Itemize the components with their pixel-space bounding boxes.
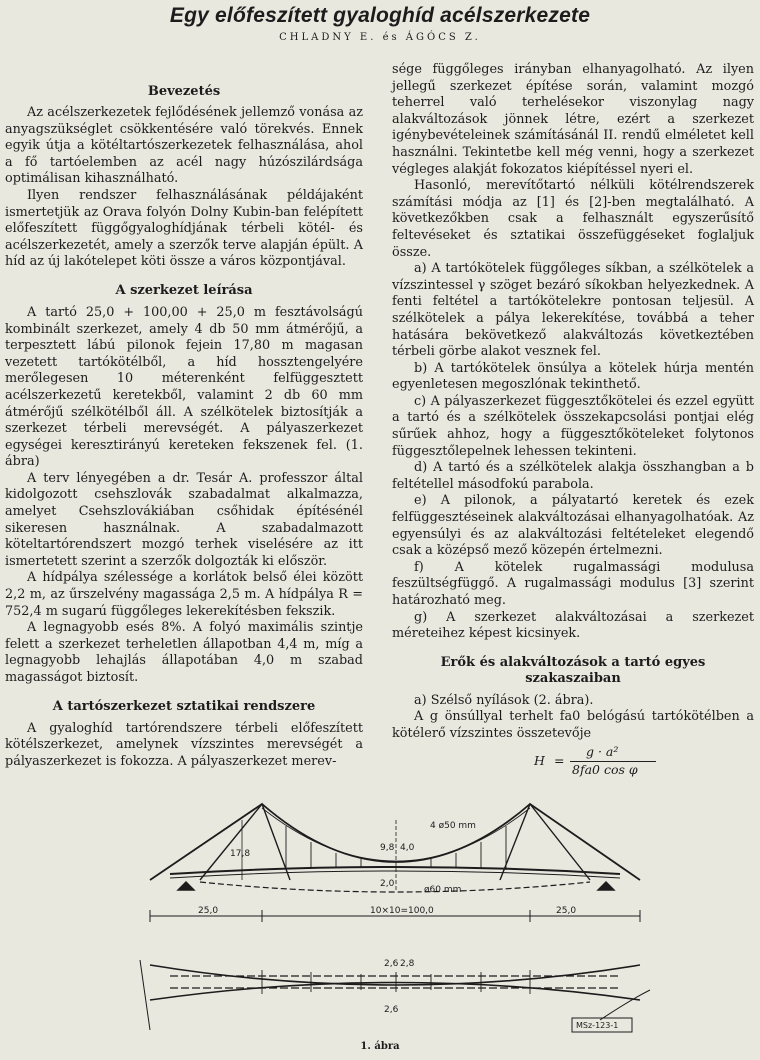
paragraph: Hasonló, merevítőtartó nélküli kötélrendszerek számítási módja az [1] és [2]-ben megtalálható. A következőkben csak a felhasznált egyszerűsítő feltevéseket és sztatikai összefüggéseket foglaljuk össze.: [392, 178, 754, 260]
assumption-g: g) A szerkezet alakváltozásai a szerkezet méreteihez képest kicsinyek.: [392, 609, 754, 642]
assumption-d: d) A tartó és a szélkötelek alakja összhangban a b feltétellel másodfokú parabola.: [392, 460, 754, 492]
paragraph: A g önsúllyal terhelt fa0 belógású tartókötélben a kötélerő vízszintes összetevője: [392, 709, 754, 741]
section-heading-static-system: A tartószerkezet sztatikai rendszere: [52, 698, 316, 714]
paragraph: Az acélszerkezetek fejlődésének jellemző vonása az anyagszükséglet csökkentésére való törekvés. Ennek egyik útja a kötéltartószerkezetek felhasználása, ahol a fő tartóelemben az acél nagy húzószilárdsága optimálisan kihasználható.: [5, 105, 363, 187]
label-width-1: 2,6: [384, 959, 399, 969]
ground-left: [140, 960, 150, 1030]
ground-right: [600, 990, 650, 1020]
paragraph: Ilyen rendszer felhasználásának példájaként ismertetjük az Orava folyón Dolny Kubin-ban felépített előfeszített függőgyaloghídjának térbeli kötél- és acélszerkezetét, amely a szerzők terve alapján épült. A híd az új lakótelepet köti össze a város központjával.: [5, 187, 363, 270]
deck-line-lower: [170, 871, 620, 878]
assumption-e: e) A pilonok, a pályatartó keretek és ezek felfüggesztéseinek alakváltozásai elhanyagolhatóak. Az egyensúlyi és az alakváltozási feltételeket elegendő csak a középső mező közepén értelmezni.: [392, 493, 754, 559]
assumption-b: b) A tartókötelek önsúlya a kötelek húrja mentén egyenletesen megoszlónak tekinthető.: [392, 360, 754, 393]
left-support: [178, 882, 194, 890]
left-column: [5, 76, 363, 770]
wind-cable: [200, 882, 590, 892]
formula-numerator: g · a²: [586, 743, 619, 759]
right-support: [598, 882, 614, 890]
bridge-figure: [0, 790, 760, 1040]
dim-right: 25,0: [556, 906, 577, 916]
subheading-outer-spans: a) Szélső nyílások (2. ábra).: [414, 692, 594, 708]
right-column: [392, 62, 754, 779]
label-height-3: 4,0: [400, 843, 415, 853]
dim-middle: 10×10=100,0: [370, 906, 434, 916]
label-wind: ø60 mm: [424, 885, 462, 895]
assumption-f: f) A kötelek rugalmassági modulusa feszültségfüggő. A rugalmassági modulus [3] szerint határozható meg.: [392, 559, 754, 608]
dim-left: 25,0: [198, 906, 219, 916]
figure-caption: 1. ábra: [360, 1041, 400, 1052]
deck-line: [170, 867, 620, 874]
label-height-1: 17,8: [230, 849, 251, 859]
paragraph: A terv lényegében a dr. Tesár A. professzor által kidolgozott csehszlovák szabadalmat alkalmazza, amelyet Csehszlovákiában csőhidak építésénél sikeresen használnak. A szabadalmazott köteltartórendszert mozgó terhek viselésére az itt ismertetett szerint a szerzők dolgozták ki először.: [5, 470, 363, 569]
main-cable: [150, 804, 640, 880]
paragraph: A tartó 25,0 + 100,00 + 25,0 m fesztávolságú kombinált szerkezet, amely 4 db 50 mm átmérőjű, a terpesztett lábú pilonok fejein 17,80 m magasan vezetett tartókötélből, a híd hossztengelyére merőlegesen 10 méterenként felfüggesztett acélszerkezetű keretekből, valamint 2 db 60 mm átmérőjű szélkötélből áll. A szélkötelek biztosítják a szerkezet térbeli merevségét. A pályaszerkezet egységei keresztirányú kereteken fekszenek fel. (1. ábra): [5, 304, 363, 470]
formula-lhs: H: [534, 752, 545, 768]
label-width-2: 2,8: [400, 959, 415, 969]
standard-stamp: MSz-123-1: [576, 1021, 619, 1030]
paragraph: A gyaloghíd tartórendszere térbeli előfeszített kötélszerkezet, amelynek vízszintes merevségét a pályaszerkezet is fokozza. A pályaszerkezet merev-: [5, 720, 363, 769]
article-title: Egy előfeszített gyaloghíd acélszerkezete: [169, 4, 591, 27]
label-height-4: 2,0: [380, 879, 395, 889]
label-width-3: 2,6: [384, 1005, 399, 1015]
section-heading-introduction: Bevezetés: [147, 84, 221, 99]
assumption-c: c) A pályaszerkezet függesztőkötelei és ezzel együtt a tartó és a szélkötelek összekapcsolási pontjai elég sűrűek ahhoz, hogy a függesztőköteleket folytonos függesztőlepelnek lehessen tekinteni.: [392, 393, 754, 459]
paragraph: A hídpálya szélessége a korlátok belső élei között 2,2 m, az űrszelvény magassága 2,5 m. A hídpálya R = 752,4 m sugarú függőleges lekerekítésben fekszik.: [5, 570, 363, 619]
assumption-a: a) A tartókötelek függőleges síkban, a szélkötelek a vízszintessel γ szöget bezáró síkokban helyezkednek. A fenti feltétel a tartókötelekre pontosan teljesül. A szélkötelek a pálya lekerekítése, továbbá a teher hatására bekövetkező alakváltozás következtében térbeli görbe alakot vesznek fel.: [392, 261, 754, 360]
paragraph: A legnagyobb esés 8%. A folyó maximális szintje felett a szerkezet terheletlen állapotban 4,4 m, míg a legnagyobb lehajlás állapotában 4,0 m szabad magasságot biztosít.: [5, 620, 363, 685]
article-authors: CHLADNY E. és ÁGÓCS Z.: [279, 32, 481, 43]
section-heading-forces: Erők és alakváltozások a tartó egyes szakaszaiban: [440, 654, 706, 686]
section-heading-structure: A szerkezet leírása: [115, 282, 253, 298]
paragraph: sége függőleges irányban elhanyagolható. Az ilyen jellegű szerkezet építése során, valamint mozgó teherrel való terhelésekor viszonylag nagy alakváltozások jönnek létre, ezért a szerkezet igénybevételeinek számításánál II. rendű elméletet kell használni. Tekintetbe kell még venni, hogy a szerkezet végleges alakját fokozatos kiépítéssel nyeri el.: [392, 62, 754, 177]
formula-denominator: 8fa0 cos φ: [572, 761, 638, 777]
label-cable: 4 ø50 mm: [430, 821, 476, 831]
label-height-2: 9,8: [380, 843, 395, 853]
formula-equals: =: [554, 752, 565, 768]
formula-horizontal-force: [534, 745, 754, 779]
